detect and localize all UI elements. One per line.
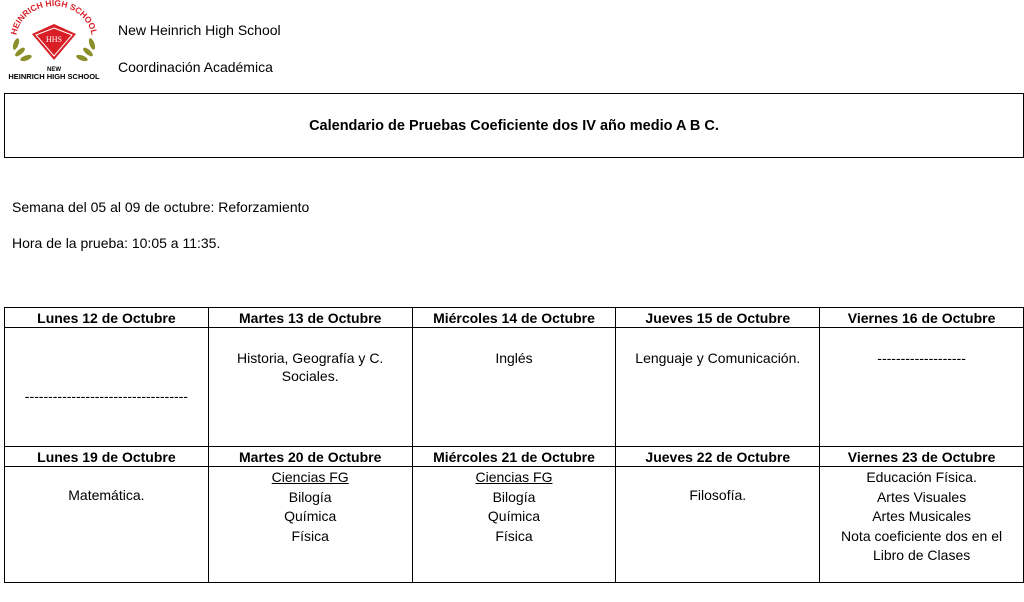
time-info: Hora de la prueba: 10:05 a 11:35.	[12, 235, 221, 251]
header-miercoles-21: Miércoles 21 de Octubre	[412, 447, 616, 467]
department-name: Coordinación Académica	[118, 59, 273, 75]
header-jueves-15: Jueves 15 de Octubre	[616, 308, 820, 328]
schedule-table	[4, 307, 1024, 583]
school-name: New Heinrich High School	[118, 22, 281, 38]
header-lunes-12: Lunes 12 de Octubre	[5, 308, 209, 328]
header-lunes-19: Lunes 19 de Octubre	[5, 447, 209, 467]
svg-text:HEINRICH HIGH SCHOOL: HEINRICH HIGH SCHOOL	[8, 72, 100, 81]
header-jueves-22: Jueves 22 de Octubre	[616, 447, 820, 467]
page-title: Calendario de Pruebas Coeficiente dos IV año medio A B C.	[309, 117, 719, 134]
week-info: Semana del 05 al 09 de octubre: Reforzamiento	[12, 199, 310, 215]
week2-subject-row	[5, 467, 1024, 583]
school-logo	[2, 0, 106, 82]
header-viernes-16: Viernes 16 de Octubre	[820, 308, 1024, 328]
cell-miercoles-21: Ciencias FG Bilogía Química Física	[412, 467, 616, 583]
cell-viernes-23: Educación Física. Artes Visuales Artes Musicales Nota coeficiente dos en el Libro de Clases	[820, 467, 1024, 583]
svg-text:NEW: NEW	[47, 67, 61, 73]
week2-header-row	[5, 447, 1024, 467]
header-martes-13: Martes 13 de Octubre	[208, 308, 412, 328]
cell-jueves-22: Filosofía.	[616, 467, 820, 583]
cell-jueves-15: Lenguaje y Comunicación.	[616, 328, 820, 447]
cell-viernes-16: -------------------	[820, 328, 1024, 447]
header-martes-20: Martes 20 de Octubre	[208, 447, 412, 467]
svg-text:HHS: HHS	[45, 35, 63, 44]
week1-header-row	[5, 308, 1024, 328]
cell-lunes-19: Matemática.	[5, 467, 209, 583]
week1-subject-row	[5, 328, 1024, 447]
cell-miercoles-14: Inglés	[412, 328, 616, 447]
header-miercoles-14: Miércoles 14 de Octubre	[412, 308, 616, 328]
cell-martes-20: Ciencias FG Bilogía Química Física	[208, 467, 412, 583]
header-viernes-23: Viernes 23 de Octubre	[820, 447, 1024, 467]
svg-text:HEINRICH HIGH SCHOOL: HEINRICH HIGH SCHOOL	[8, 0, 100, 36]
cell-martes-13: Historia, Geografía y C. Sociales.	[208, 328, 412, 447]
title-box	[4, 93, 1024, 158]
cell-lunes-12: -----------------------------------	[5, 328, 209, 447]
